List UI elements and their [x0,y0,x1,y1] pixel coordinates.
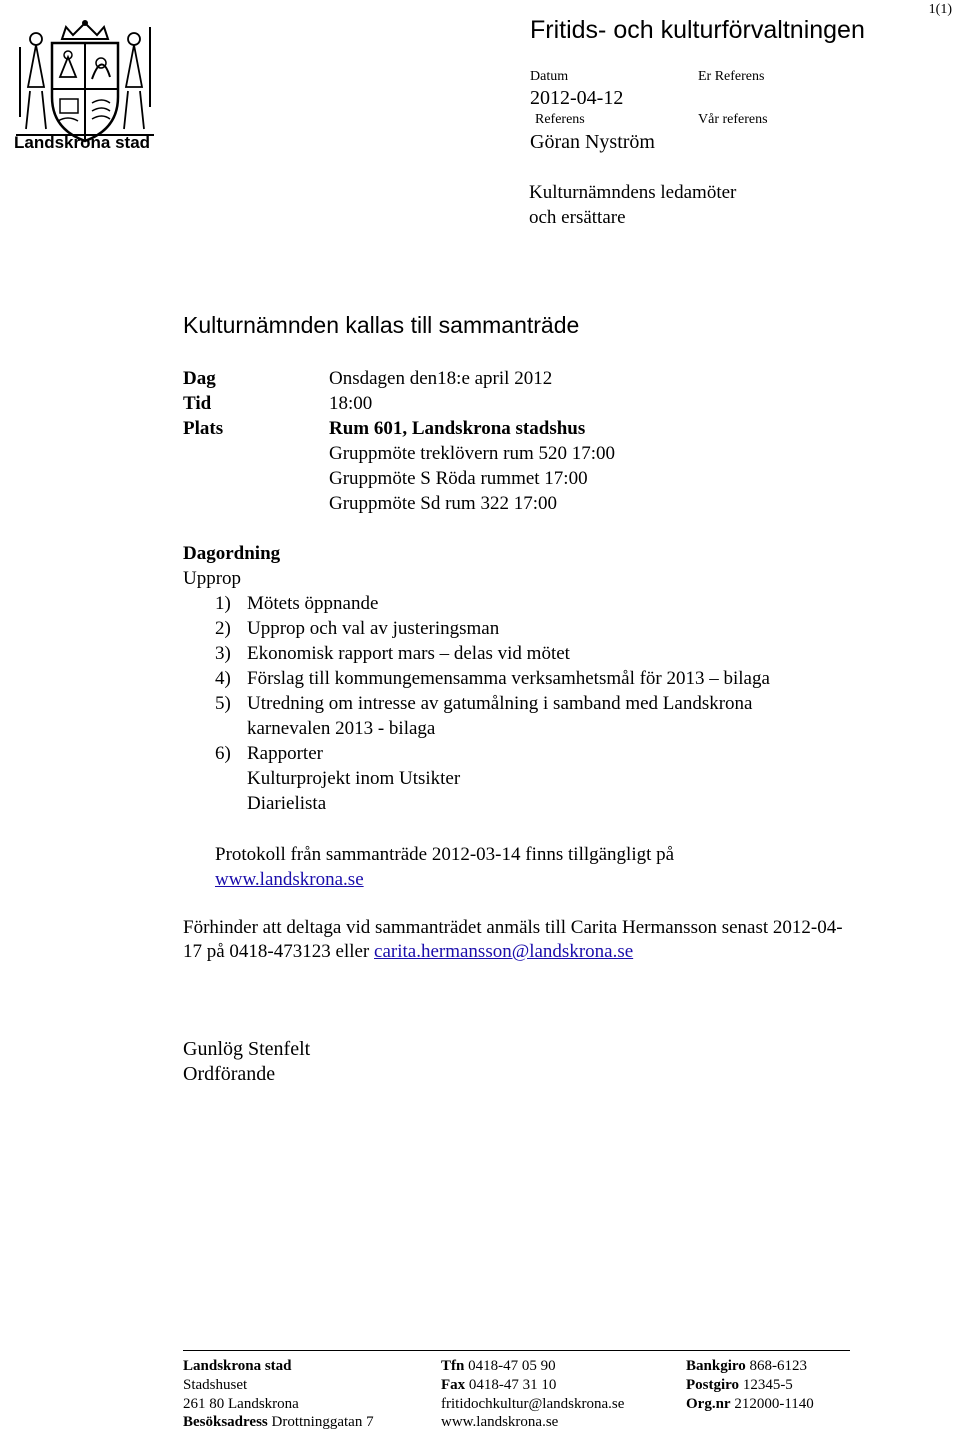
signature-name: Gunlög Stenfelt [183,1038,311,1060]
footer-orgnr-label: Org.nr [686,1396,731,1412]
signature-role: Ordförande [183,1063,276,1085]
footer-fax [441,1377,556,1394]
agenda-subitem: Diarielista [247,793,327,814]
referens-label: Referens [535,112,585,127]
email-link[interactable]: carita.hermansson@landskrona.se [374,941,634,962]
tid-label: Tid [183,393,212,414]
footer-building: Stadshuset [183,1377,248,1393]
agenda-item-number: 3) [215,643,231,664]
recipient-line-2: och ersättare [529,207,626,228]
department-title: Fritids- och kulturförvaltningen [530,16,865,44]
logo-text: Landskrona stad [14,133,151,152]
notice-line-1: Förhinder att deltaga vid sammanträdet anmäls till Carita Hermansson senast 2012-04- [183,917,843,938]
footer-postgiro-value: 12345-5 [742,1377,793,1393]
group-meeting-1: Gruppmöte treklövern rum 520 17:00 [329,443,616,464]
agenda-item-text: Utredning om intresse av gatumålning i samband med Landskrona [247,693,753,714]
agenda-item-number: 2) [215,618,231,639]
agenda-item-number: 5) [215,693,231,714]
er-referens-label: Er Referens [698,69,765,84]
footer-orgnr [686,1396,814,1413]
protocol-link[interactable]: www.landskrona.se [215,869,364,890]
footer-postgiro-label: Postgiro [686,1377,740,1393]
footer-tfn-value: 0418-47 05 90 [468,1358,556,1374]
agenda-item-continuation: karnevalen 2013 - bilaga [247,718,436,739]
agenda-item-text: Mötets öppnande [247,593,379,614]
footer-divider [183,1350,850,1351]
group-meeting-3: Gruppmöte Sd rum 322 17:00 [329,493,557,514]
agenda-heading: Dagordning [183,543,281,564]
footer-email: fritidochkultur@landskrona.se [441,1396,625,1412]
footer-bankgiro-label: Bankgiro [686,1358,746,1374]
agenda-item-text: Ekonomisk rapport mars – delas vid mötet [247,643,570,664]
footer-visit-value: Drottninggatan 7 [271,1414,374,1430]
agenda-item-number: 1) [215,593,231,614]
page-title: Kulturnämnden kallas till sammanträde [183,312,580,338]
footer-visit [183,1414,374,1431]
footer-web: www.landskrona.se [441,1414,559,1430]
plats-value: Rum 601, Landskrona stadshus [329,418,586,439]
notice-line-2 [183,941,633,963]
dag-value: Onsdagen den18:e april 2012 [329,368,553,389]
tid-value: 18:00 [329,393,373,414]
footer-org: Landskrona stad [183,1358,292,1374]
var-referens-label: Vår referens [698,112,768,127]
footer-postgiro [686,1377,793,1394]
footer-tfn-label: Tfn [441,1358,465,1374]
notice-line-2-text: 17 på 0418-473123 eller [183,941,375,962]
datum-value: 2012-04-12 [530,87,624,109]
footer-orgnr-value: 212000-1140 [734,1396,814,1412]
recipient-line-1: Kulturnämndens ledamöter [529,182,737,203]
footer-postal: 261 80 Landskrona [183,1396,299,1412]
footer-tfn [441,1358,556,1375]
agenda-item-text: Rapporter [247,743,323,764]
referens-value: Göran Nyström [530,131,655,153]
protocol-text: Protokoll från sammanträde 2012-03-14 finns tillgängligt på [215,844,675,865]
datum-label: Datum [530,69,569,84]
group-meeting-2: Gruppmöte S Röda rummet 17:00 [329,468,588,489]
agenda-upprop: Upprop [183,568,242,589]
footer-fax-value: 0418-47 31 10 [468,1377,557,1393]
footer-bankgiro-value: 868-6123 [749,1358,807,1374]
agenda-item-number: 4) [215,668,231,689]
agenda-item-text: Upprop och val av justeringsman [247,618,500,639]
plats-label: Plats [183,418,224,439]
agenda-subitem: Kulturprojekt inom Utsikter [247,768,461,789]
footer-fax-label: Fax [441,1377,466,1393]
agenda-item-text: Förslag till kommungemensamma verksamhetsmål för 2013 – bilaga [247,668,770,689]
dag-label: Dag [183,368,216,389]
footer-visit-label: Besöksadress [183,1414,268,1430]
agenda-item-number: 6) [215,743,231,764]
page-number: 1(1) [928,2,952,17]
footer-bankgiro [686,1358,807,1375]
